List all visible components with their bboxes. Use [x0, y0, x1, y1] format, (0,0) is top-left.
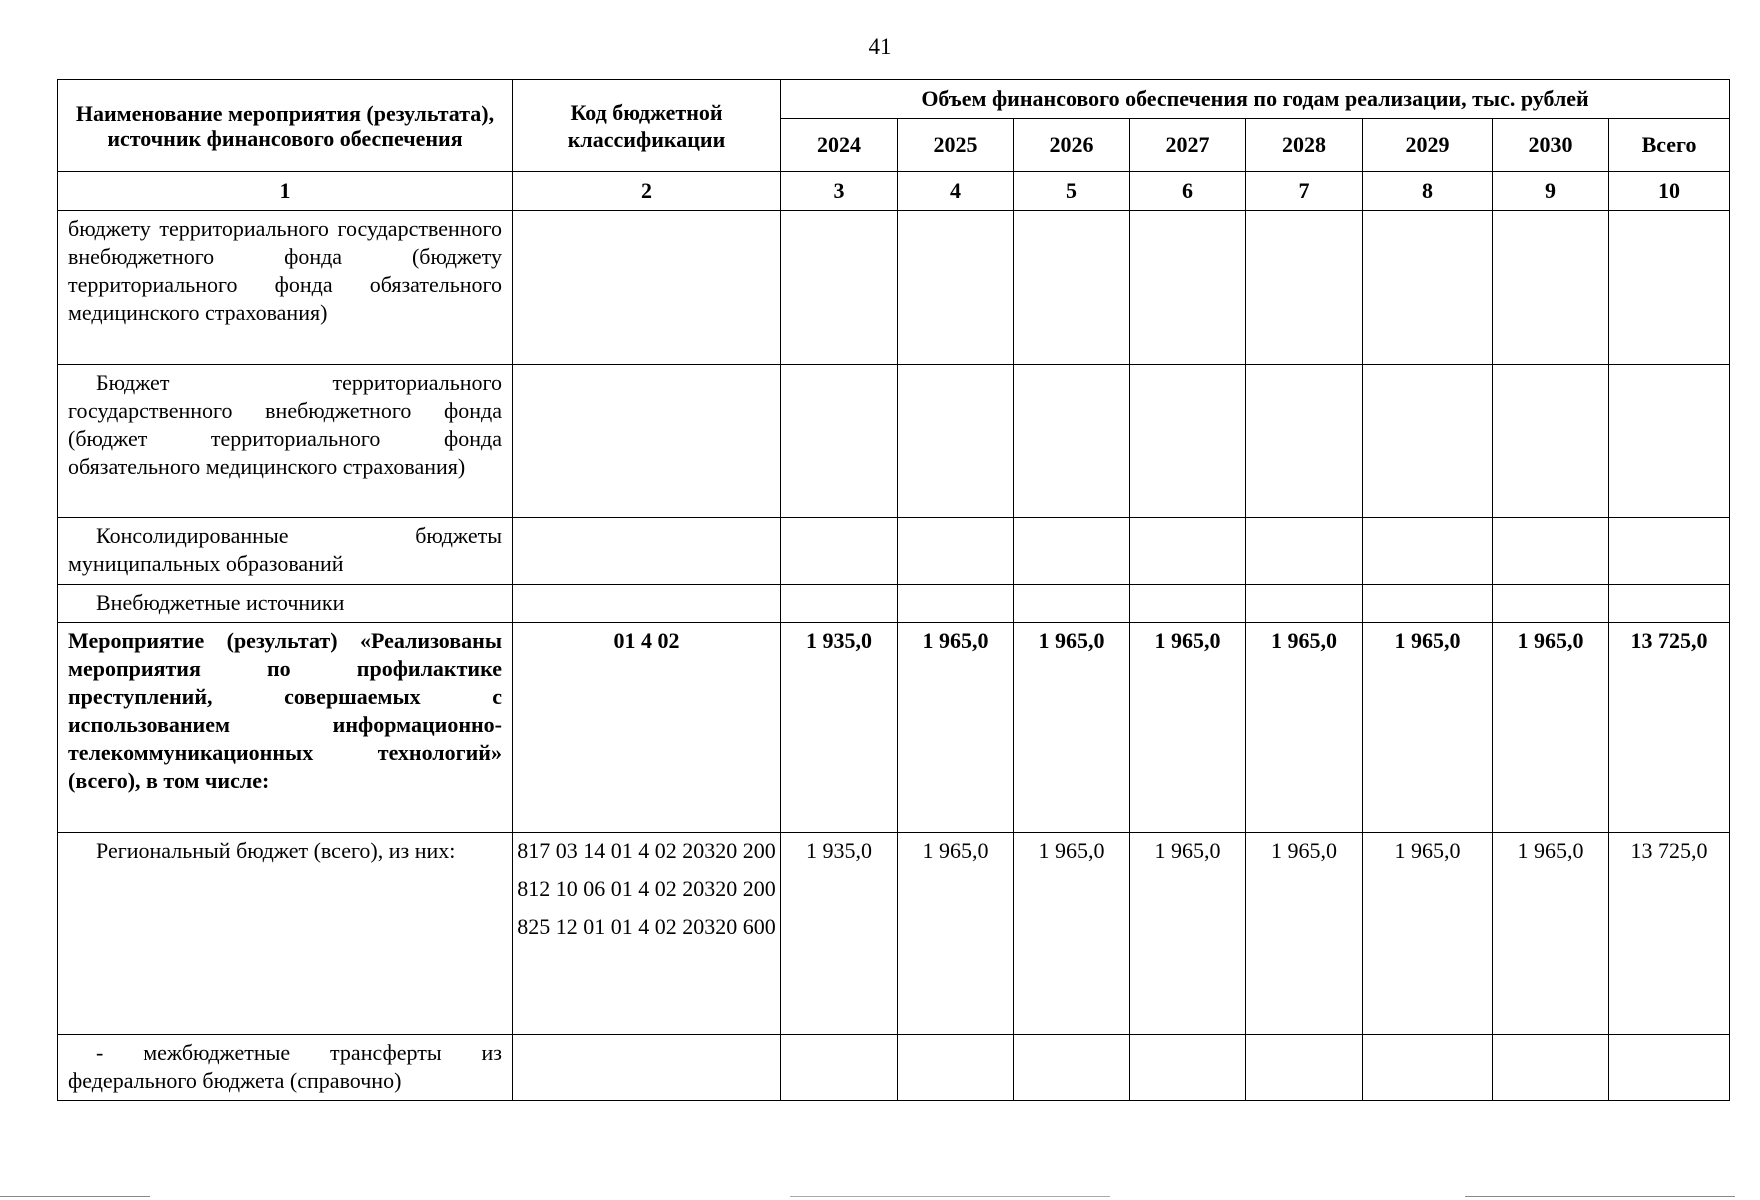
- row-value: [1130, 518, 1246, 585]
- column-number: 9: [1493, 172, 1609, 211]
- table-row: [58, 365, 1730, 518]
- header-year-2025: 2025: [898, 119, 1014, 172]
- header-year-2024: 2024: [781, 119, 898, 172]
- row-value: [1246, 211, 1363, 365]
- table-row: [58, 623, 1730, 833]
- row-value: [1363, 518, 1493, 585]
- row-value: [1363, 211, 1493, 365]
- column-number: 8: [1363, 172, 1493, 211]
- row-value: [1493, 518, 1609, 585]
- row-code: 812 10 06 01 4 02 20320 200: [517, 876, 776, 901]
- row-value: [781, 1035, 898, 1101]
- row-value: 1 965,0: [1246, 623, 1363, 833]
- row-value: [898, 1035, 1014, 1101]
- header-year-2027: 2027: [1130, 119, 1246, 172]
- row-name: Внебюджетные источники: [58, 585, 513, 623]
- row-value: [898, 365, 1014, 518]
- row-code: [513, 211, 781, 365]
- row-value: [1246, 518, 1363, 585]
- row-value: 1 965,0: [1130, 623, 1246, 833]
- row-value: 1 965,0: [898, 833, 1014, 1035]
- row-name: Региональный бюджет (всего), из них:: [58, 833, 513, 1035]
- row-code: 825 12 01 01 4 02 20320 600: [517, 914, 776, 939]
- row-name: Консолидированные бюджеты муниципальных образований: [58, 518, 513, 585]
- row-value: [1130, 1035, 1246, 1101]
- row-value: [1493, 1035, 1609, 1101]
- row-value: [1246, 365, 1363, 518]
- row-value: [1493, 211, 1609, 365]
- row-value: 1 935,0: [781, 833, 898, 1035]
- scan-artifact-line: [790, 1196, 1110, 1197]
- row-value: [1014, 211, 1130, 365]
- column-number: 3: [781, 172, 898, 211]
- row-value: [1493, 585, 1609, 623]
- row-value: 1 965,0: [1493, 623, 1609, 833]
- row-code: 01 4 02: [513, 623, 781, 833]
- header-code-column: Код бюджетной классификации: [513, 80, 781, 172]
- column-number: 4: [898, 172, 1014, 211]
- row-code: [513, 365, 781, 518]
- row-value: [1363, 365, 1493, 518]
- row-value: [1609, 518, 1730, 585]
- row-value: [1493, 365, 1609, 518]
- row-name: Бюджет территориального государственного внебюджетного фонда (бюджет территориального фонда обязательного медицинского страхования): [58, 365, 513, 518]
- row-value: 1 965,0: [1130, 833, 1246, 1035]
- row-name: бюджету территориального государственного внебюджетного фонда (бюджету территориального фонда обязательного медицинского страхования): [58, 211, 513, 365]
- header-total: Всего: [1609, 119, 1730, 172]
- row-value: [1014, 518, 1130, 585]
- row-value: 1 965,0: [1014, 833, 1130, 1035]
- table-row: [58, 585, 1730, 623]
- row-value: 1 935,0: [781, 623, 898, 833]
- header-year-2030: 2030: [1493, 119, 1609, 172]
- header-year-2029: 2029: [1363, 119, 1493, 172]
- row-value: [898, 211, 1014, 365]
- row-code: 817 03 14 01 4 02 20320 200: [517, 838, 776, 863]
- row-value: [781, 585, 898, 623]
- row-value: [1363, 1035, 1493, 1101]
- table-row: [58, 1035, 1730, 1101]
- row-value: [1609, 585, 1730, 623]
- row-value: [898, 518, 1014, 585]
- header-name-column: Наименование мероприятия (результата), источник финансового обеспечения: [58, 80, 513, 172]
- column-number: 2: [513, 172, 781, 211]
- row-value: [1363, 585, 1493, 623]
- row-value: [1246, 585, 1363, 623]
- scan-artifact-line: [0, 1196, 150, 1197]
- row-value: [1130, 365, 1246, 518]
- row-value: 13 725,0: [1609, 623, 1730, 833]
- header-volume-column: Объем финансового обеспечения по годам реализации, тыс. рублей: [781, 80, 1730, 119]
- scan-artifact-line: [1465, 1196, 1735, 1197]
- row-value: 1 965,0: [898, 623, 1014, 833]
- row-value: [781, 518, 898, 585]
- row-value: [1609, 1035, 1730, 1101]
- row-value: [1014, 1035, 1130, 1101]
- financing-table: [57, 79, 1730, 1101]
- row-code-list: [513, 833, 781, 1035]
- row-value: [1609, 211, 1730, 365]
- row-value: [781, 211, 898, 365]
- row-code: [513, 1035, 781, 1101]
- row-value: [1130, 211, 1246, 365]
- row-value: [898, 585, 1014, 623]
- row-value: [1014, 365, 1130, 518]
- header-year-2028: 2028: [1246, 119, 1363, 172]
- row-value: 1 965,0: [1363, 833, 1493, 1035]
- row-value: [1246, 1035, 1363, 1101]
- table-row: [58, 518, 1730, 585]
- header-year-2026: 2026: [1014, 119, 1130, 172]
- row-value: 1 965,0: [1493, 833, 1609, 1035]
- row-name: - межбюджетные трансферты из федерального бюджета (справочно): [58, 1035, 513, 1101]
- row-value: [1609, 365, 1730, 518]
- column-number: 1: [58, 172, 513, 211]
- column-number: 10: [1609, 172, 1730, 211]
- row-name: Мероприятие (результат) «Реализованы мероприятия по профилактике преступлений, совершаемых с использованием информационно-телекоммуникационных технологий» (всего), в том числе:: [58, 623, 513, 833]
- column-number: 6: [1130, 172, 1246, 211]
- row-value: 1 965,0: [1363, 623, 1493, 833]
- table-row: [58, 833, 1730, 1035]
- row-value: 1 965,0: [1246, 833, 1363, 1035]
- row-code: [513, 518, 781, 585]
- row-value: 13 725,0: [1609, 833, 1730, 1035]
- row-value: 1 965,0: [1014, 623, 1130, 833]
- row-code: [513, 585, 781, 623]
- row-value: [781, 365, 898, 518]
- table-row: [58, 211, 1730, 365]
- row-value: [1014, 585, 1130, 623]
- page-number: 41: [868, 34, 892, 59]
- column-number: 5: [1014, 172, 1130, 211]
- column-number: 7: [1246, 172, 1363, 211]
- row-value: [1130, 585, 1246, 623]
